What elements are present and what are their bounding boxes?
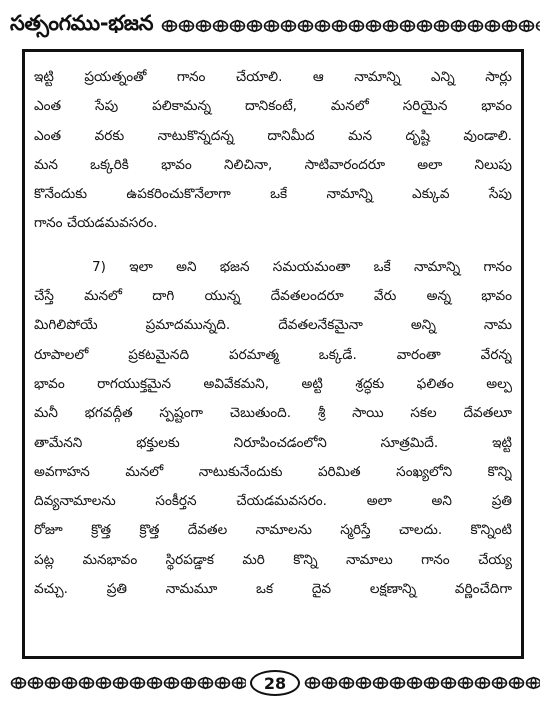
floral-border-icon	[161, 15, 540, 37]
ornament-svg	[10, 672, 246, 694]
page-header	[10, 6, 540, 46]
text-line: ఎంత వరకు నాటుకొన్నదన్న దానిమీద మన దృష్టి వుండాలి.	[34, 127, 512, 144]
text-line: ఎంత సేపు పలికామన్న దానికంటే, మనలో సరియైన భావం	[34, 98, 512, 115]
paragraph-gap	[34, 239, 512, 253]
text-line: ఇట్టి ప్రయత్నంతో గానం చేయాలి. ఆ నామాన్ని ఎన్ని సార్లు	[34, 69, 512, 85]
floral-border-icon	[10, 672, 246, 694]
page-footer	[10, 666, 540, 700]
text-line: వచ్చు. ప్రతి నామమూ ఒక దైవ లక్షణాన్ని వర్ణించేదిగా	[34, 581, 512, 598]
body-text	[34, 63, 512, 604]
ornament-svg	[161, 15, 540, 37]
floral-border-icon	[304, 672, 540, 694]
ornament-svg	[304, 672, 540, 694]
text-line: పట్ల మనభావం స్థిరపడ్డాక మరి కొన్ని నామాలు గానం చేయ్య	[34, 551, 512, 568]
text-line: చేస్తే మనలో దాగి యున్న దేవతలందరూ వేరు అన్న భావం	[34, 288, 512, 305]
running-title: సత్సంగము-భజన	[10, 11, 154, 35]
text-line: తామేనని భక్తులకు నిరూపించడంలోని సూత్రమిదే. ఇట్టి	[34, 434, 512, 451]
text-line: రూపాలలో ప్రకటమైనది పరమాత్మ ఒక్కడే. వారంతా వేరన్న	[34, 346, 512, 363]
text-line: మన ఒక్కరికి భావం నిలిచినా, సాటివారందరూ అలా నిలుపు	[34, 156, 512, 173]
text-line: కొనేందుకు ఉపకరించుకొనేలాగా ఒకే నామాన్ని ఎక్కువ సేపు	[34, 186, 512, 203]
paragraph-1	[34, 63, 512, 239]
text-line: మనీ భగవద్గీత స్పష్టంగా చెబుతుంది. శ్రీ సాయి సకల దేవతలూ	[34, 405, 512, 422]
text-line: 7) ఇలా అని భజన సమయమంతా ఒకే నామాన్ని గానం	[92, 258, 512, 275]
paragraph-2	[34, 253, 512, 605]
page-number: 28	[250, 670, 300, 696]
text-line: భావం రాగయుక్తమైన అవివేకమని, అట్టి శ్రద్ధకు ఫలితం అల్ప	[34, 375, 512, 392]
text-line: దివ్యనామాలను సంకీర్తన చేయడమవసరం. అలా అని ప్రతి	[34, 493, 512, 510]
text-line: అవగాహన మనలో నాటుకునేందుకు పరిమిత సంఖ్యలోని కొన్ని	[34, 463, 512, 480]
text-line: మిగిలిపోయే ప్రమాదమున్నది. దేవతలనేకమైనా అన్ని నామ	[34, 317, 512, 334]
text-line: రోజూ క్రొత్త క్రొత్త దేవతల నామాలను స్మరిస్తే చాలదు. కొన్నింటి	[34, 522, 512, 539]
text-line: గానం చేయడమవసరం.	[34, 215, 158, 232]
